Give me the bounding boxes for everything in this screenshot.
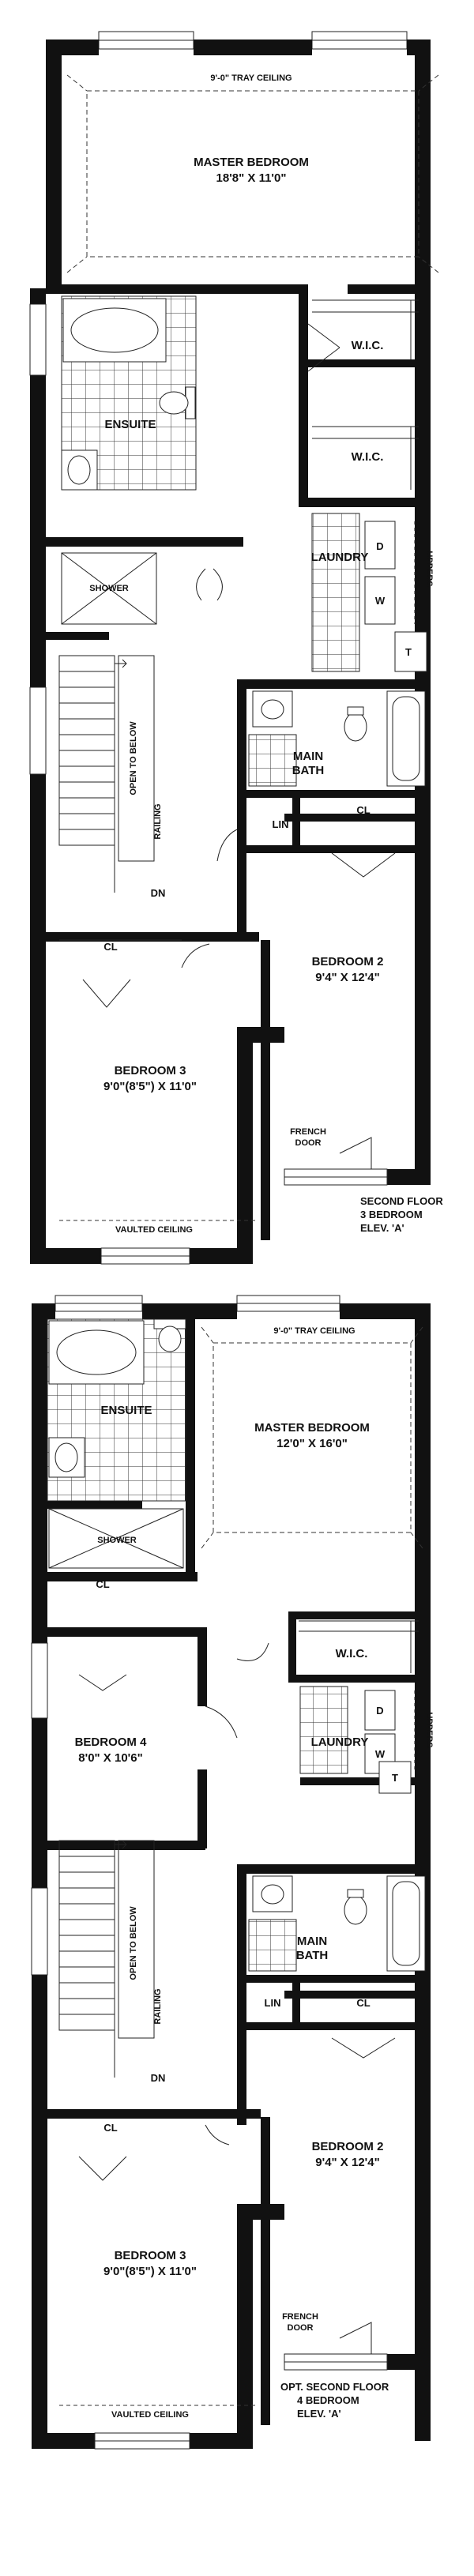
lin-label: LIN (272, 818, 289, 830)
master-bedroom-dims: 18'8" X 11'0" (216, 171, 287, 185)
plan-second-floor-3-bedroom (30, 32, 443, 1264)
closet-bed3-label: CL (103, 2122, 118, 2134)
shower-label: SHOWER (97, 1536, 137, 1545)
bedroom2-dims: 9'4" X 12'4" (315, 971, 380, 984)
railing-label: RAILING (153, 803, 163, 840)
master-bedroom-label: MASTER BEDROOM (254, 1421, 370, 1435)
bedroom3-dims: 9'0"(8'5") X 11'0" (103, 1080, 197, 1093)
bedroom4-dims: 8'0" X 10'6" (78, 1751, 143, 1765)
french-door-label-2: DOOR (295, 1138, 322, 1148)
bedroom2-dims: 9'4" X 12'4" (315, 2156, 380, 2169)
caption-line-1: OPT. SECOND FLOOR (280, 2381, 389, 2393)
ensuite-label: ENSUITE (104, 418, 156, 431)
main-bath-tile (249, 735, 296, 786)
lin-label: LIN (264, 1997, 281, 2009)
tray-ceiling-label: 9'-0" TRAY CEILING (273, 1326, 356, 1336)
sink-icon (49, 1438, 85, 1477)
laundry-label: LAUNDRY (310, 1736, 369, 1749)
caption-line-2: 4 BEDROOM (297, 2394, 359, 2406)
caption-line-2: 3 BEDROOM (360, 1209, 423, 1220)
washer-label: W (374, 595, 386, 607)
wic-label-1: W.I.C. (351, 339, 384, 352)
wic-label: W.I.C. (335, 1647, 368, 1660)
bedroom3-dims: 9'0"(8'5") X 11'0" (103, 2265, 197, 2278)
sink-icon (62, 450, 97, 490)
uppers-label: UPPERS (424, 551, 434, 587)
bathtub-icon (49, 1321, 144, 1384)
main-bath-label-2: BATH (292, 764, 325, 777)
main-bath-label-1: MAIN (296, 1935, 328, 1948)
caption-line-1: SECOND FLOOR (360, 1195, 443, 1207)
bedroom2-label: BEDROOM 2 (311, 955, 384, 968)
laundry-label: LAUNDRY (310, 551, 369, 564)
master-bedroom-label: MASTER BEDROOM (194, 156, 309, 169)
main-bath-tile (249, 1920, 296, 1971)
bedroom4-label: BEDROOM 4 (74, 1736, 147, 1749)
master-bedroom-dims: 12'0" X 16'0" (276, 1437, 348, 1450)
french-door-label-1: FRENCH (282, 2312, 318, 2322)
uppers-label: UPPERS (424, 1712, 434, 1748)
closet-hall-label: CL (356, 804, 371, 816)
tray-ceiling-label: 9'-0" TRAY CEILING (210, 73, 292, 83)
plan-opt-second-floor-4-bedroom (32, 1296, 434, 2449)
closet-bed3-label: CL (103, 941, 118, 953)
caption-line-3: ELEV. 'A' (297, 2408, 341, 2420)
vaulted-ceiling-label: VAULTED CEILING (111, 2410, 189, 2420)
closet-hall-label: CL (356, 1997, 371, 2009)
staircase (59, 1841, 154, 2078)
main-bath-label-1: MAIN (292, 750, 324, 763)
closet-bed4-label: CL (96, 1578, 110, 1590)
wic-label-2: W.I.C. (351, 450, 384, 464)
french-door-label-2: DOOR (287, 2323, 314, 2333)
tub-label: T (405, 646, 412, 658)
laundry-tile (300, 1687, 348, 1773)
down-label: DN (150, 2072, 166, 2084)
dryer-label: D (376, 540, 384, 552)
caption-line-3: ELEV. 'A' (360, 1222, 404, 1234)
tub-label: T (392, 1772, 398, 1784)
bedroom3-label: BEDROOM 3 (114, 1064, 186, 1077)
bedroom3-label: BEDROOM 3 (114, 2249, 186, 2262)
dryer-label: D (376, 1705, 384, 1717)
french-door-label-1: FRENCH (290, 1127, 326, 1137)
exterior-walls (30, 39, 431, 1264)
washer-label: W (374, 1748, 386, 1760)
main-bath-label-2: BATH (295, 1949, 329, 1962)
open-to-below-label: OPEN TO BELOW (129, 1906, 138, 1980)
down-label: DN (150, 887, 166, 899)
shower-label: SHOWER (89, 584, 129, 593)
railing-label: RAILING (153, 1988, 163, 2025)
open-to-below-label: OPEN TO BELOW (129, 721, 138, 795)
bathtub-icon (63, 299, 166, 362)
staircase (59, 656, 154, 893)
vaulted-ceiling-label: VAULTED CEILING (115, 1225, 193, 1235)
ensuite-label: ENSUITE (100, 1404, 152, 1417)
bedroom2-label: BEDROOM 2 (311, 2140, 384, 2153)
laundry-tile (312, 513, 359, 671)
